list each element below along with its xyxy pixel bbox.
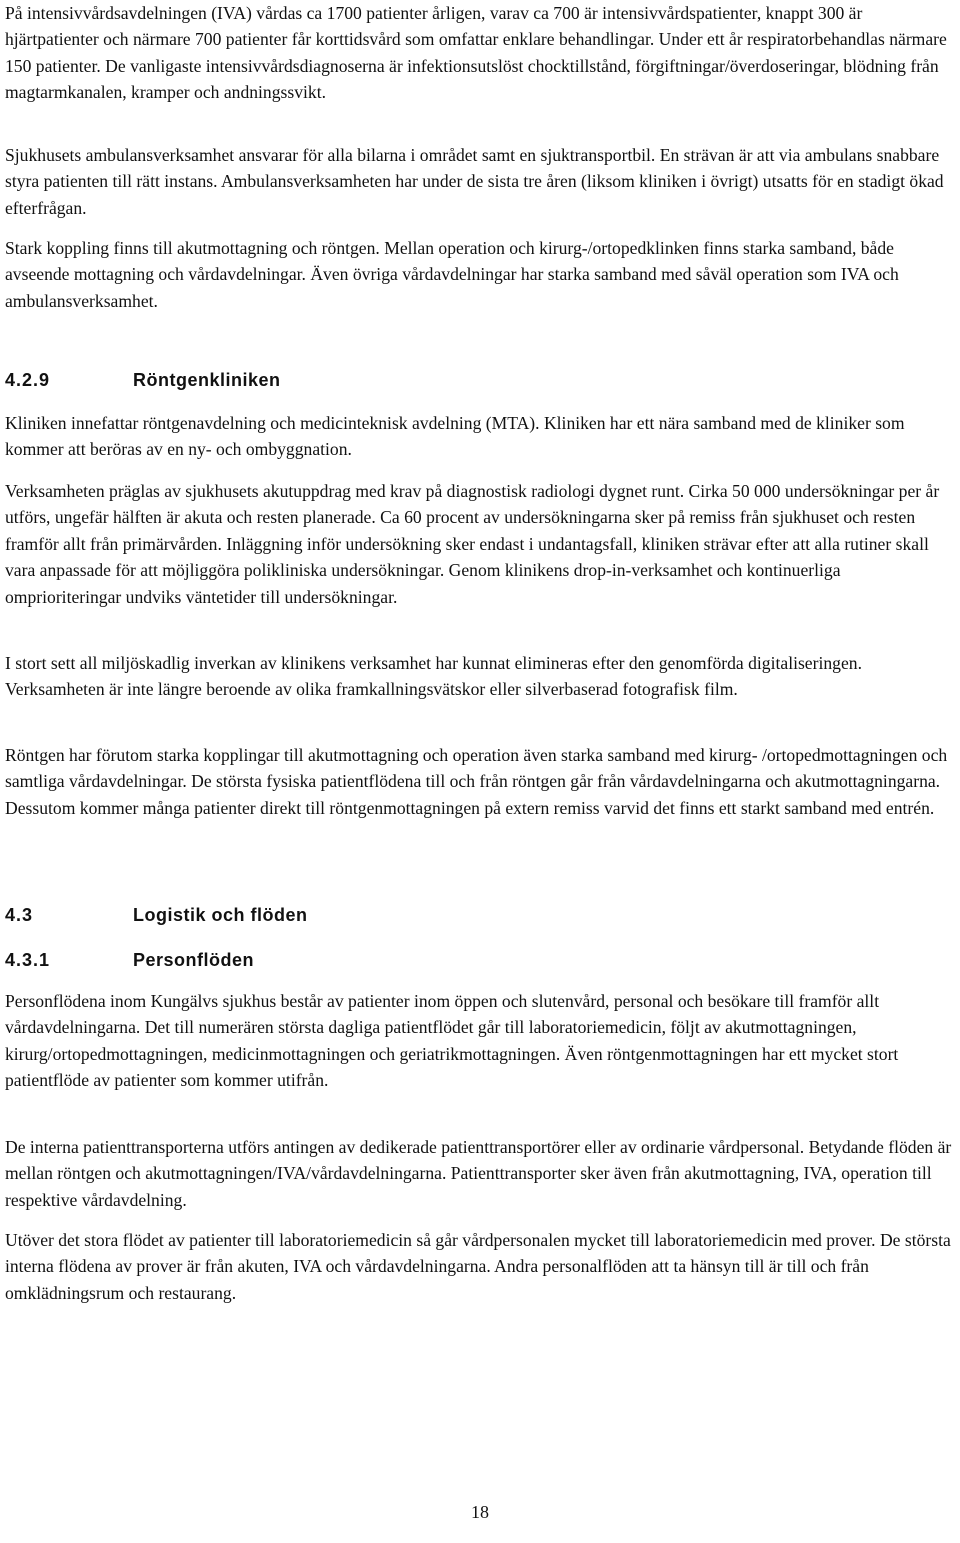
- page-number: 18: [471, 1502, 489, 1522]
- heading-number: 4.3.1: [5, 950, 51, 970]
- heading-number: 4.3: [5, 905, 34, 925]
- heading-title: Personflöden: [133, 950, 255, 970]
- paragraph-environment: I stort sett all miljöskadlig inverkan av klinikens verksamhet har kunnat elimineras efter den genomförda digitaliseringen. Verksamheten är inte längre beroende av olika framkallningsvätskor eller silverbaserad fotografisk film.: [5, 653, 862, 700]
- paragraph-coupling: Stark koppling finns till akutmottagning och röntgen. Mellan operation och kirurg-/ortopedklinken finns starka samband, både avseende mottagning och vårdavdelningar. Även övriga vårdavdelningar har starka samband med såväl operation som IVA och ambulansverksamhet.: [5, 238, 899, 311]
- paragraph-lab-flows: Utöver det stora flödet av patienter till laboratoriemedicin så går vårdpersonalen mycket till laboratoriemedicin med prover. De största interna flödena av prover är från akuten, IVA och vårdavdelningarna. Andra personalflöden att ta hänsyn till är till och från omklädningsrum och restaurang.: [5, 1230, 951, 1303]
- paragraph-person-flows: Personflödena inom Kungälvs sjukhus består av patienter inom öppen och slutenvård, personal och besökare till framför allt vårdavdelningarna. Det till numerären största dagliga patientflödet går till laboratoriemedicin, följt av akutmottagningen, kirurg/ortopedmottagningen, medicinmottagningen och geriatrikmottagningen. Även röntgenmottagningen har ett mycket stort patientflöde av patienter som kommer utifrån.: [5, 991, 899, 1091]
- paragraph-internal-transports: De interna patienttransporterna utförs antingen av dedikerade patienttransportörer eller av ordinarie vårdpersonal. Betydande flöden är mellan röntgen och akutmottagningen/IVA/vårdavdelningarna. Patienttransporter sker även från akutmottagning, IVA, operation till respektive vårdavdelning.: [5, 1137, 952, 1210]
- heading-4-3: [5, 905, 308, 926]
- heading-title: Röntgenkliniken: [133, 370, 281, 390]
- heading-4-3-1: [5, 950, 254, 971]
- paragraph-clinic-scope: Kliniken innefattar röntgenavdelning och medicinteknisk avdelning (MTA). Kliniken har ett nära samband med de kliniker som kommer att beröras av en ny- och ombyggnation.: [5, 413, 905, 460]
- heading-4-2-9: [5, 370, 281, 391]
- paragraph-xray-links: Röntgen har förutom starka kopplingar till akutmottagning och operation även starka samband med kirurg- /ortopedmottagningen och samtliga vårdavdelningar. De största fysiska patientflödena till och från röntgen går från vårdavdelningarna och akutmottagningarna. Dessutom kommer många patienter direkt till röntgenmottagningen på extern remiss varvid det finns ett starkt samband med entrén.: [5, 745, 948, 818]
- paragraph-operations: Verksamheten präglas av sjukhusets akutuppdrag med krav på diagnostisk radiologi dygnet runt. Cirka 50 000 undersökningar per år utförs, ungefär hälften är akuta och resten planerade. Ca 60 procent av undersökningarna sker på remiss från sjukhuset och resten framför allt från primärvården. Inläggning inför undersökning sker endast i undantagsfall, kliniken strävar efter att alla rutiner skall vara anpassade för att möjliggöra polikliniska undersökningar. Genom klinikens drop-in-verksamhet och kontinuerliga omprioriteringar undviks väntetider till undersökningar.: [5, 481, 940, 607]
- heading-title: Logistik och flöden: [133, 905, 308, 925]
- paragraph-iva: På intensivvårdsavdelningen (IVA) vårdas ca 1700 patienter årligen, varav ca 700 är intensivvårdspatienter, knappt 300 är hjärtpatienter och närmare 700 patienter får korttidsvård som omfattar enklare behandlingar. Under ett år respiratorbehandlas närmare 150 patienter. De vanligaste intensivvårdsdiagnoserna är infektionsutslöst chocktillstånd, förgiftningar/överdoseringar, blödning från magtarmkanalen, kramper och andningssvikt.: [5, 3, 947, 103]
- paragraph-ambulance: Sjukhusets ambulansverksamhet ansvarar för alla bilarna i området samt en sjuktransportbil. En strävan är att via ambulans snabbare styra patienten till rätt instans. Ambulansverksamheten har under de sista tre åren (liksom kliniken i övrigt) utsatts för en stadigt ökad efterfrågan.: [5, 145, 944, 218]
- heading-number: 4.2.9: [5, 370, 51, 390]
